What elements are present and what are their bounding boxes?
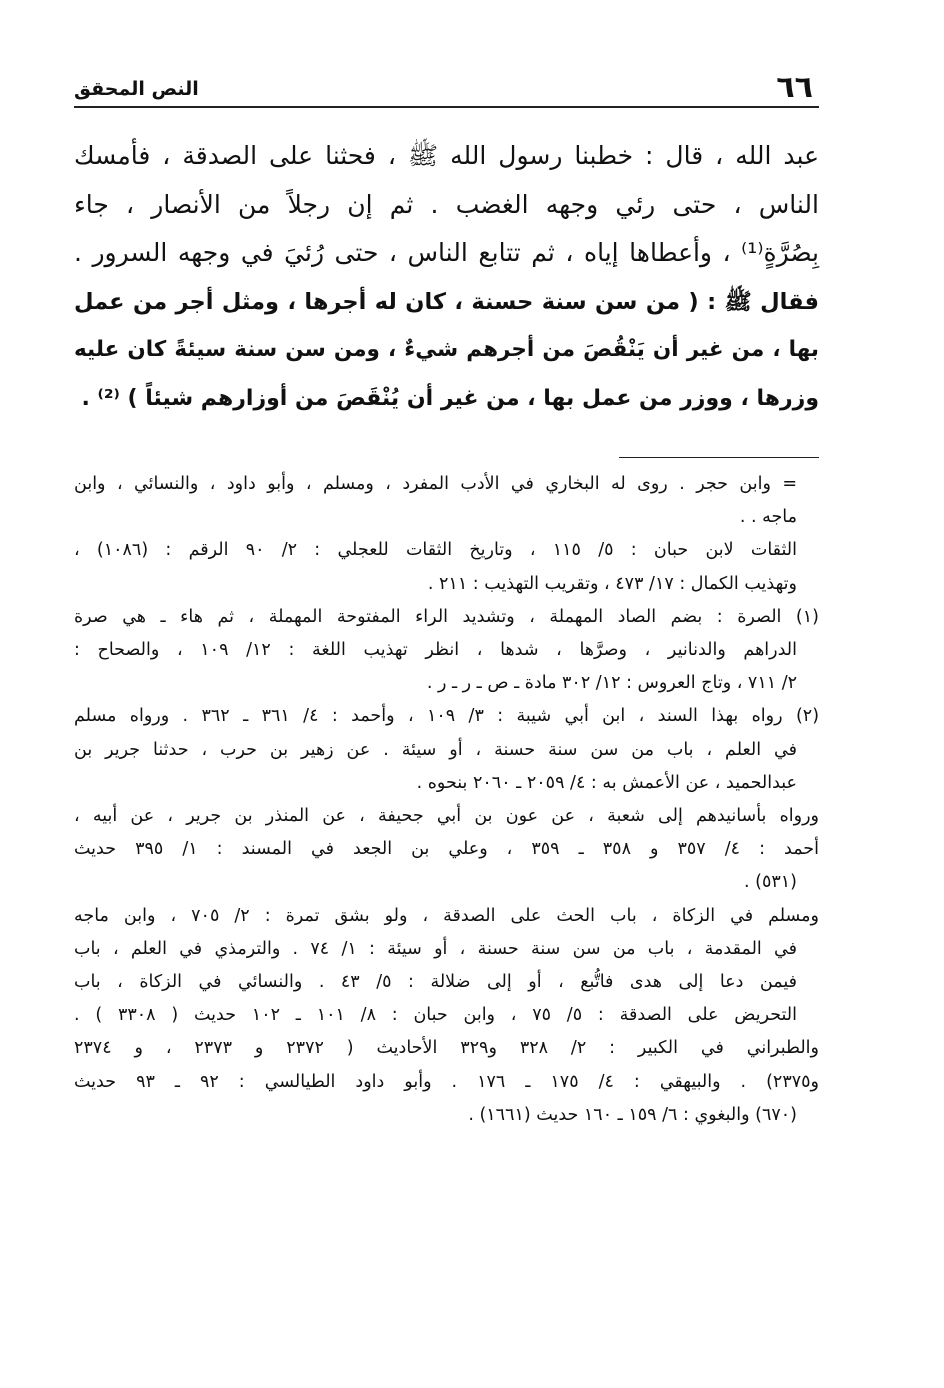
main-text-line: الناس ، حتى رئي وجهه الغضب . ثم إن رجلاً من الأنصار ، جاء	[74, 189, 819, 219]
footnote-sources	[74, 534, 819, 600]
page-number: ٦٦	[776, 70, 813, 105]
footnote-line: أحمد : ٤/ ٣٥٧ و ٣٥٨ ـ ٣٥٩ ، وعلي بن الجعد في المسند : ١/ ٣٩٥ حديث	[74, 839, 819, 860]
hadith-text-line: وزرها ، ووزر من عمل بها ، من غير أن يُنْقَصَ من أوزارهم شيئاً ) ⁽²⁾ .	[81, 385, 819, 411]
running-title: النص المحقق	[74, 78, 199, 100]
footnote-1	[74, 601, 819, 701]
footnote-separator	[619, 457, 819, 458]
footnote-line: ومسلم في الزكاة ، باب الحث على الصدقة ، ولو بشق تمرة : ٢/ ٧٠٥ ، وابن ماجه	[74, 905, 819, 926]
footnote-line: في المقدمة ، باب من سن سنة حسنة ، أو سيئة : ١/ ٧٤ . والترمذي في العلم ، باب	[74, 938, 797, 959]
footnote-line: (١) الصرة : بضم الصاد المهملة ، وتشديد الراء المفتوحة المهملة ، ثم هاء ـ هي صرة	[74, 606, 819, 627]
footnote-line: و٢٣٧٥) . والبيهقي : ٤/ ١٧٥ ـ ١٧٦ . وأبو داود الطيالسي : ٩٢ ـ ٩٣ حديث	[74, 1071, 819, 1092]
footnote-line: والطبراني في الكبير : ٢/ ٣٢٨ و٣٢٩ الأحاديث ( ٢٣٧٢ و ٢٣٧٣ ، و ٢٣٧٤	[74, 1038, 819, 1059]
footnote-line: وتهذيب الكمال : ١٧/ ٤٧٣ ، وتقريب التهذيب : ٢١١ .	[427, 573, 797, 594]
footnote-line: = وابن حجر . روى له البخاري في الأدب المفرد ، ومسلم ، وأبو داود ، والنسائي ، وابن	[74, 474, 797, 494]
main-text-line: عبد الله ، قال : خطبنا رسول الله ﷺ ، فحثنا على الصدقة ، فأمسك	[74, 141, 819, 170]
main-text	[74, 132, 819, 423]
footnote-line: الدراهم والدنانير ، وصرَّها ، شدها ، انظر تهذيب اللغة : ١٢/ ١٠٩ ، والصحاح :	[74, 640, 797, 661]
footnote-line: التحريض على الصدقة : ٥/ ٧٥ ، وابن حبان : ٨/ ١٠١ ـ ١٠٢ حديث ( ٣٣٠٨ ) .	[74, 1005, 797, 1026]
footnote-line: في العلم ، باب من سن سنة حسنة ، أو سيئة . عن زهير بن حرب ، حدثنا جرير بن	[74, 739, 797, 760]
main-text-line: بِصُرَّةٍ⁽¹⁾ ، وأعطاها إياه ، ثم تتابع الناس ، حتى رُئيَ في وجهه السرور .	[74, 238, 819, 267]
footnote-line: (٢) رواه بهذا السند ، ابن أبي شيبة : ٣/ ١٠٩ ، وأحمد : ٤/ ٣٦١ ـ ٣٦٢ . ورواه مسلم	[74, 706, 820, 727]
document-page	[74, 60, 819, 1132]
footnote-line: فيمن دعا إلى هدى فاتُّبع ، أو إلى ضلالة : ٥/ ٤٣ . والنسائي في الزكاة ، باب	[74, 972, 797, 993]
footnotes	[74, 468, 819, 1132]
footnote-2	[74, 700, 819, 1132]
hadith-text-line: فقال ﷺ : ( من سن سنة حسنة ، كان له أجرها ، ومثل أجر من عمل	[74, 288, 819, 315]
footnote-line: ماجه . .	[739, 507, 797, 528]
hadith-text-line: بها ، من غير أن يَنْقُصَ من أجرهم شيءٌ ، ومن سن سنة سيئةً كان عليه	[74, 337, 819, 362]
footnote-line: (٦٧٠) والبغوي : ٦/ ١٥٩ ـ ١٦٠ حديث (١٦٦١) .	[468, 1104, 797, 1125]
footnote-continued	[74, 468, 819, 534]
page-header	[74, 60, 819, 108]
footnote-line: الثقات لابن حبان : ٥/ ١١٥ ، وتاريخ الثقات للعجلي : ٢/ ٩٠ الرقم : (١٠٨٦) ،	[74, 540, 797, 561]
footnote-line: (٥٣١) .	[744, 872, 797, 893]
footnote-line: ورواه بأسانيدهم إلى شعبة ، عن عون بن أبي جحيفة ، عن المنذر بن جرير ، عن أبيه ،	[74, 806, 819, 827]
footnote-line: ٢/ ٧١١ ، وتاج العروس : ١٢/ ٣٠٢ مادة ـ ص ـ ر ـ ر .	[426, 673, 797, 694]
footnote-line: عبدالحميد ، عن الأعمش به : ٤/ ٢٠٥٩ ـ ٢٠٦٠ بنحوه .	[416, 772, 797, 793]
